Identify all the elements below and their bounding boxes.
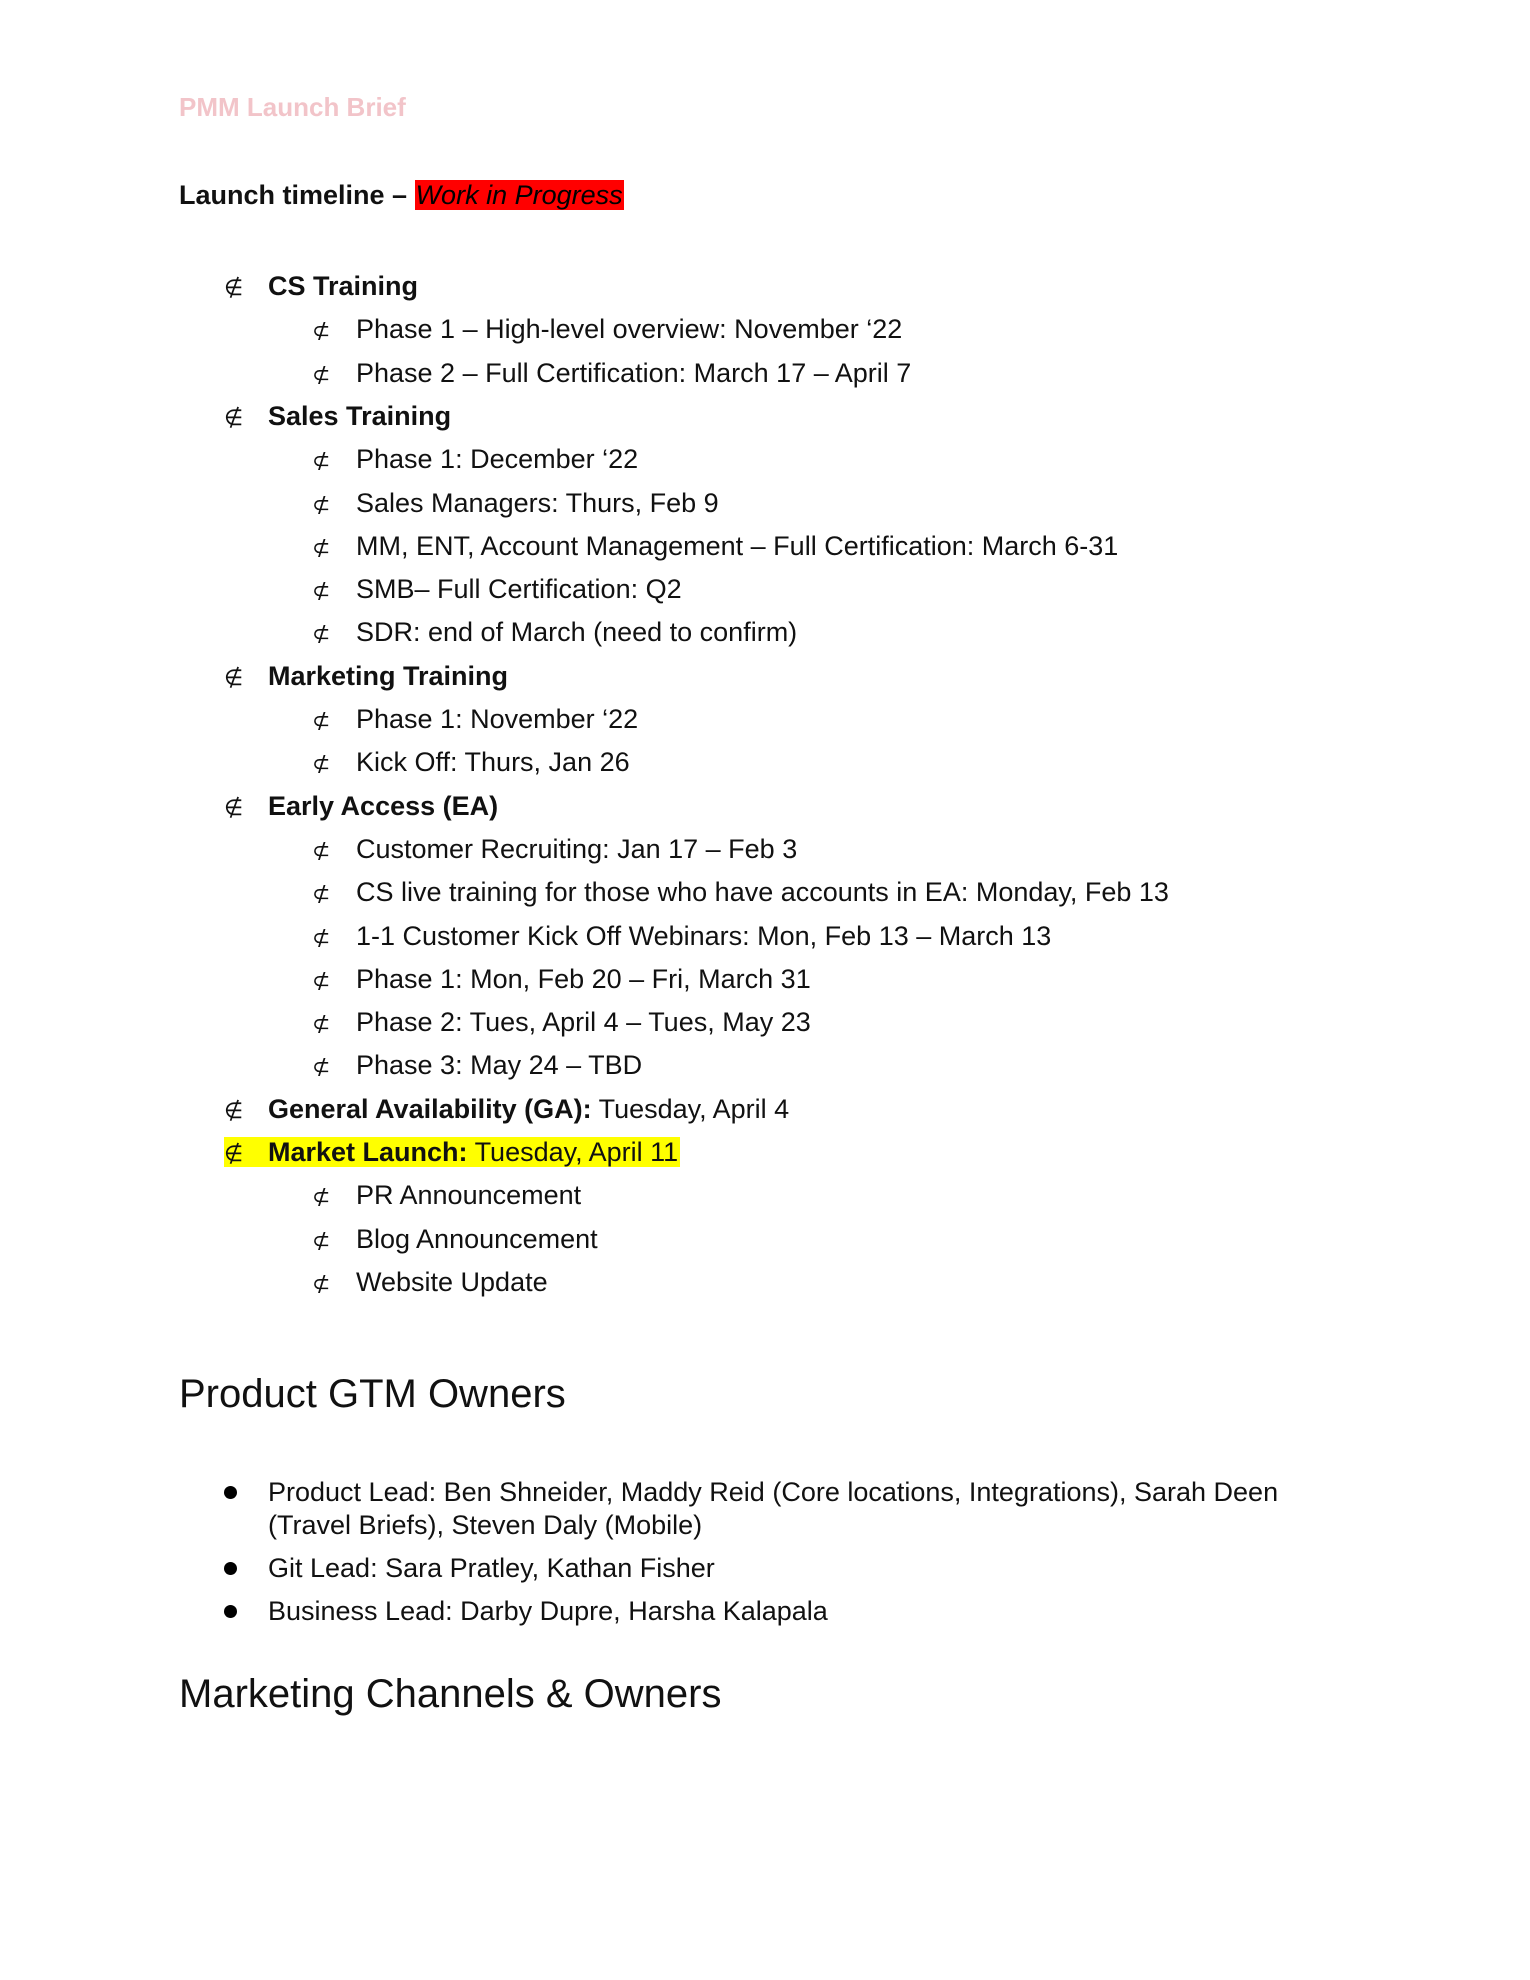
- timeline-subitem: [312, 742, 630, 782]
- timeline-item-content: [224, 1094, 789, 1124]
- timeline-subitem: [312, 916, 1051, 956]
- gtm-owners-title: Product GTM Owners: [179, 1372, 566, 1416]
- timeline-subitem-text: Phase 1: November ‘22: [356, 704, 639, 734]
- timeline-subitem: [312, 526, 1118, 566]
- timeline-subitem: [312, 309, 902, 349]
- timeline-subitem-text: Website Update: [356, 1266, 548, 1297]
- not-element-of-bullet-icon: ∉: [224, 1142, 244, 1167]
- owner-list-item: [224, 1595, 1284, 1628]
- timeline-subitem: [312, 959, 811, 999]
- bullet-dot-icon: [224, 1562, 237, 1575]
- timeline-subitem: [312, 569, 682, 609]
- not-subset-bullet-icon: ⊄: [312, 362, 331, 388]
- timeline-subitem: [312, 439, 638, 479]
- not-subset-bullet-icon: ⊄: [312, 1228, 331, 1254]
- timeline-item: [224, 1089, 789, 1129]
- timeline-subitem-text: Phase 1 – High-level overview: November ‘22: [356, 314, 903, 345]
- timeline-subitem-text: PR Announcement: [356, 1180, 582, 1211]
- timeline-item-content: [224, 661, 508, 691]
- not-subset-bullet-icon: ⊄: [312, 709, 331, 734]
- not-subset-bullet-icon: ⊄: [312, 752, 331, 778]
- not-subset-bullet-icon: ⊄: [312, 1185, 331, 1211]
- timeline-subitem-text: Blog Announcement: [356, 1223, 598, 1254]
- timeline-item-content: [224, 401, 451, 431]
- timeline-subitem-text: Sales Managers: Thurs, Feb 9: [356, 487, 719, 518]
- timeline-subitem: [312, 353, 911, 393]
- not-subset-bullet-icon: ⊄: [312, 838, 331, 864]
- not-subset-bullet-icon: ⊄: [312, 968, 331, 994]
- timeline-subitem-text: Phase 3: May 24 – TBD: [356, 1050, 643, 1081]
- not-subset-bullet-icon: ⊄: [312, 1012, 331, 1038]
- timeline-subitem: [312, 872, 1169, 912]
- timeline-item-label: Marketing Training: [268, 660, 509, 691]
- not-subset-bullet-icon: ⊄: [312, 882, 331, 908]
- timeline-item-content: [224, 271, 418, 301]
- timeline-subitem-text: Phase 2 – Full Certification: March 17 – April 7: [356, 357, 912, 388]
- owner-text: Business Lead: Darby Dupre, Harsha Kalapala: [268, 1596, 828, 1626]
- not-subset-bullet-icon: ⊄: [312, 1271, 331, 1297]
- not-subset-bullet-icon: ⊄: [312, 579, 331, 605]
- timeline-subitem: [312, 612, 797, 652]
- timeline-subitem: [312, 1262, 548, 1302]
- timeline-item-label: CS Training: [268, 271, 419, 301]
- timeline-subitem: [312, 483, 719, 523]
- not-subset-bullet-icon: ⊄: [312, 1055, 331, 1081]
- timeline-subitem: [312, 699, 638, 739]
- not-element-of-bullet-icon: ∉: [224, 405, 244, 431]
- timeline-subitem-text: SMB– Full Certification: Q2: [356, 574, 682, 605]
- timeline-subitem-text: Kick Off: Thurs, Jan 26: [356, 747, 630, 778]
- timeline-subitem-text: Customer Recruiting: Jan 17 – Feb 3: [356, 833, 798, 864]
- document-header: PMM Launch Brief: [179, 92, 406, 122]
- timeline-item-label: Early Access (EA): [268, 790, 499, 821]
- launch-timeline-label: Launch timeline –: [179, 180, 408, 210]
- status-badge: Work in Progress: [415, 180, 623, 210]
- timeline-item: [224, 266, 418, 306]
- marketing-channels-title: Marketing Channels & Owners: [179, 1672, 722, 1716]
- timeline-item: [224, 656, 508, 696]
- not-subset-bullet-icon: ⊄: [312, 535, 331, 561]
- timeline-item-content: [224, 791, 498, 821]
- owner-list-item: [224, 1476, 1284, 1542]
- not-element-of-bullet-icon: ∉: [224, 665, 244, 691]
- not-element-of-bullet-icon: ∉: [224, 276, 244, 301]
- timeline-subitem: [312, 829, 797, 869]
- timeline-subitem: [312, 1219, 598, 1259]
- timeline-subitem-text: MM, ENT, Account Management – Full Certification: March 6-31: [356, 530, 1119, 561]
- launch-timeline-heading: [179, 180, 624, 211]
- timeline-item-label: Sales Training: [268, 400, 452, 431]
- highlighted-timeline-item: [224, 1137, 680, 1167]
- timeline-subitem-text: Phase 1: December ‘22: [356, 444, 639, 475]
- timeline-item: [224, 396, 451, 436]
- timeline-subitem: [312, 1045, 642, 1085]
- timeline-item-label: General Availability (GA):: [268, 1093, 592, 1124]
- bullet-dot-icon: [224, 1605, 237, 1618]
- timeline-subitem-text: Phase 1: Mon, Feb 20 – Fri, March 31: [356, 963, 811, 994]
- timeline-subitem-text: Phase 2: Tues, April 4 – Tues, May 23: [356, 1007, 811, 1038]
- not-subset-bullet-icon: ⊄: [312, 925, 331, 951]
- owner-list-item: [224, 1552, 1284, 1585]
- timeline-subitem-text: SDR: end of March (need to confirm): [356, 617, 798, 648]
- not-subset-bullet-icon: ⊄: [312, 319, 331, 345]
- timeline-item: [224, 786, 498, 826]
- timeline-subitem-text: 1-1 Customer Kick Off Webinars: Mon, Feb 13 – March 13: [356, 920, 1052, 951]
- timeline-item-date: Tuesday, April 11: [474, 1137, 679, 1167]
- timeline-subitem: [312, 1175, 581, 1215]
- timeline-subitem: [312, 1002, 811, 1042]
- owner-text: Product Lead: Ben Shneider, Maddy Reid (Core locations, Integrations), Sarah Deen (Travel Briefs), Steven Daly (Mobile): [268, 1477, 1279, 1540]
- bullet-dot-icon: [224, 1486, 237, 1499]
- timeline-item: [224, 1132, 680, 1172]
- not-element-of-bullet-icon: ∉: [224, 1098, 244, 1124]
- timeline-item-date: Tuesday, April 4: [598, 1093, 790, 1124]
- not-element-of-bullet-icon: ∉: [224, 795, 244, 821]
- not-subset-bullet-icon: ⊄: [312, 492, 331, 518]
- timeline-item-label: Market Launch:: [268, 1137, 468, 1167]
- not-subset-bullet-icon: ⊄: [312, 622, 331, 648]
- timeline-subitem-text: CS live training for those who have accounts in EA: Monday, Feb 13: [356, 877, 1169, 908]
- gtm-owners-list: [224, 1476, 1284, 1638]
- not-subset-bullet-icon: ⊄: [312, 449, 331, 475]
- owner-text: Git Lead: Sara Pratley, Kathan Fisher: [268, 1553, 715, 1583]
